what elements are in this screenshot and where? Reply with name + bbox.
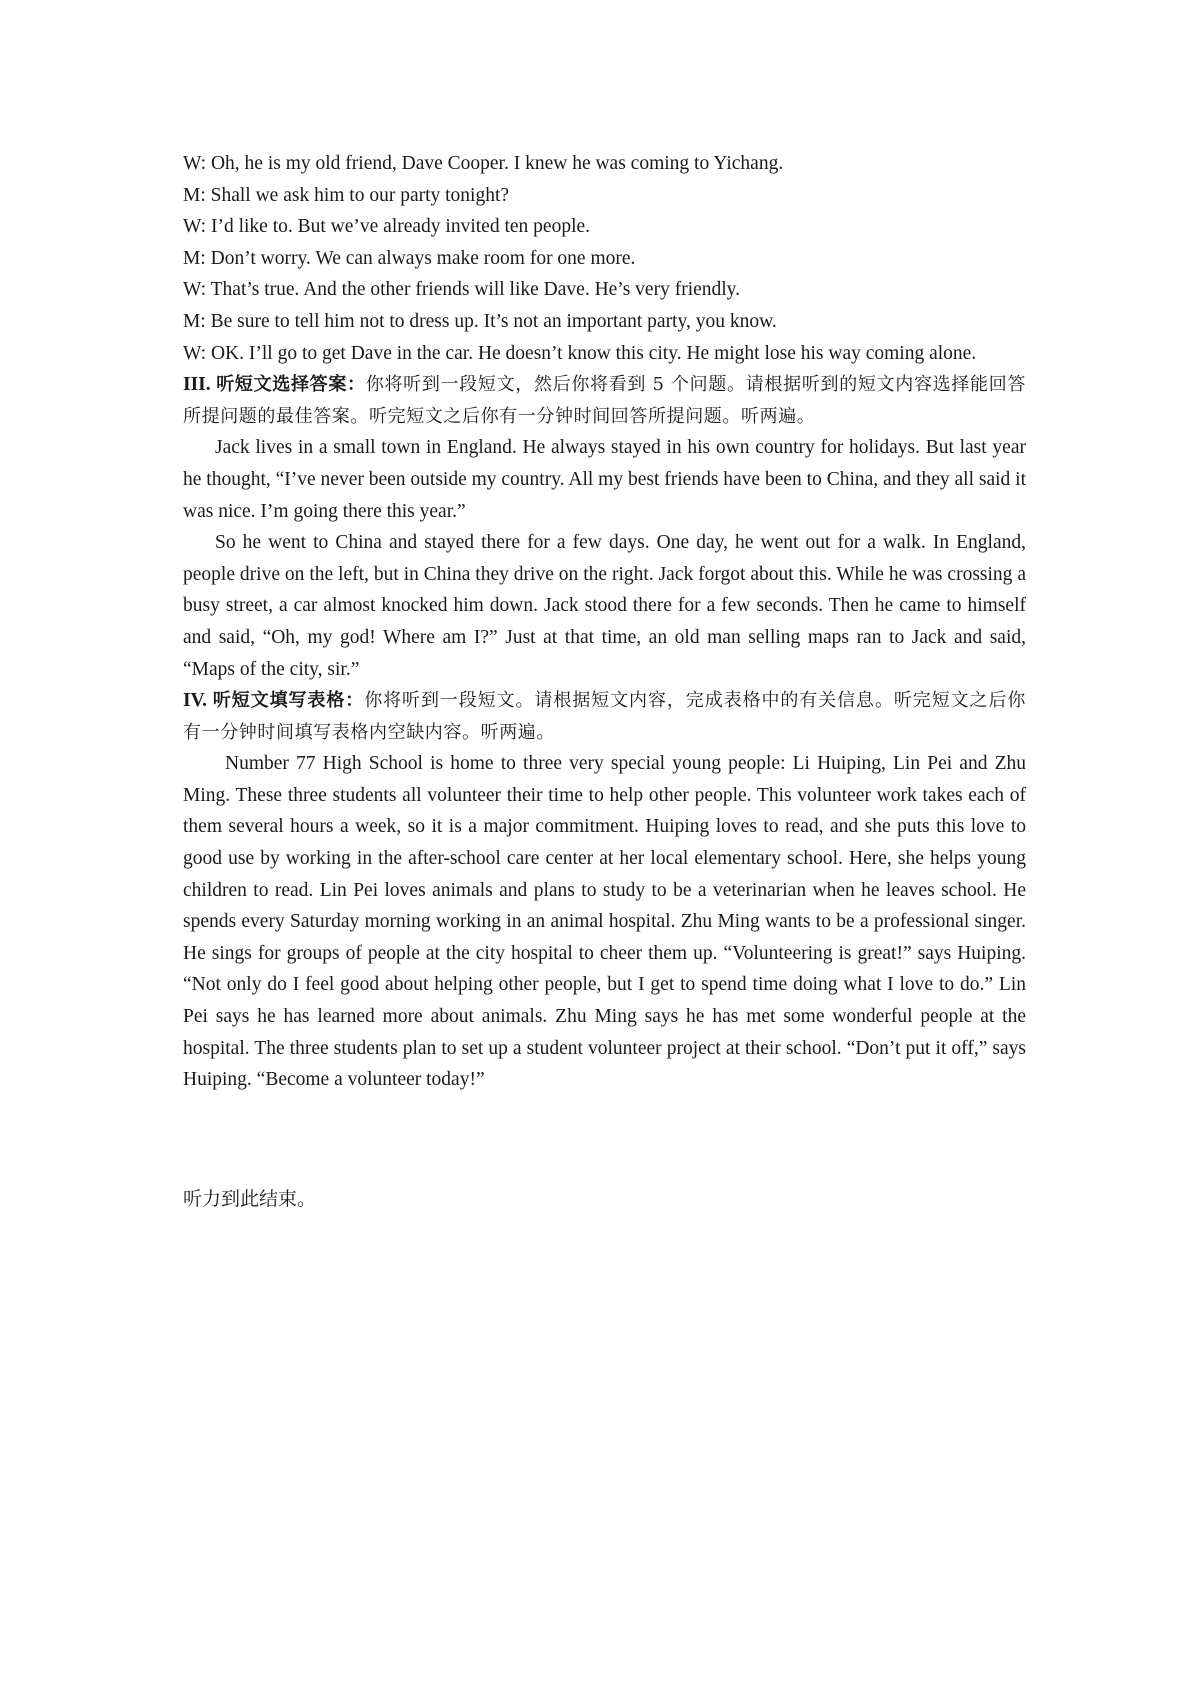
section-iv-instruction: 你将听到一段短文。请根据短文内容，完成表格中的有关信息。听完短文之后你有一分钟时间填写表格内空缺内容。听两遍。 [183,690,1026,743]
dialogue-line: W: OK. I’ll go to get Dave in the car. He doesn’t know this city. He might lose his way coming alone. [183,342,977,364]
dialogue-line: M: Shall we ask him to our party tonight? [183,184,510,206]
ending-note: 听力到此结束。 [183,1187,317,1210]
section-iii [183,369,1026,685]
section-iv [183,685,1026,1096]
section-iv-number: IV. [183,690,208,712]
dialogue-line: M: Be sure to tell him not to dress up. It’s not an important party, you know. [183,310,777,332]
passage-paragraph: Number 77 High School is home to three very special young people: Li Huiping, Lin Pei and Zhu Ming. These three students all volunteer their time to help other people. This volunteer work takes each of them several hours a week, so it is a major commitment. Huiping loves to read, and she puts this love to good use by working in the after-school care center at her local elementary school. Here, she helps young children to read. Lin Pei loves animals and plans to study to be a veterinarian when he leaves school. He spends every Saturday morning working in an animal hospital. Zhu Ming wants to be a professional singer. He sings for groups of people at the city hospital to cheer them up. “Volunteering is great!” says Huiping. “Not only do I feel good about helping other people, but I get to spend time doing what I love to do.” Lin Pei says he has learned more about animals. Zhu Ming says he has met some wonderful people at the hospital. The three students plan to set up a student volunteer project at their school. “Don’t put it off,” says Huiping. “Become a volunteer today!” [183,753,1026,1091]
section-iv-heading [183,685,1026,748]
page-content [183,148,1026,1215]
section-iii-number: III. [183,374,211,396]
dialogue-line: W: Oh, he is my old friend, Dave Cooper. I knew he was coming to Yichang. [183,153,784,174]
dialogue-line: W: That’s true. And the other friends will like Dave. He’s very friendly. [183,279,741,301]
section-iii-instruction: 你将听到一段短文，然后你将看到 5 个问题。请根据听到的短文内容选择能回答所提问题的最佳答案。听完短文之后你有一分钟时间回答所提问题。听两遍。 [183,374,1027,427]
dialogue-line: M: Don’t worry. We can always make room for one more. [183,247,636,269]
dialogue-section [183,148,1026,369]
passage-paragraph: Jack lives in a small town in England. He always stayed in his own country for holidays. But last year he thought, “I’ve never been outside my country. All my best friends have been to China, and they all said it was nice. I’m going there this year.” [183,437,1026,522]
section-iii-title: 听短文选择答案： [216,374,366,396]
passage-paragraph: So he went to China and stayed there for a few days. One day, he went out for a walk. In England, people drive on the left, but in China they drive on the right. Jack forgot about this. While he was crossing a busy street, a car almost knocked him down. Jack stood there for a few seconds. Then he came to himself and said, “Oh, my god! Where am I?” Just at that time, an old man selling maps ran to Jack and said, “Maps of the city, sir.” [183,532,1026,680]
section-iii-heading [183,369,1026,432]
section-iv-title: 听短文填写表格： [212,690,365,712]
dialogue-line: W: I’d like to. But we’ve already invited ten people. [183,216,591,238]
